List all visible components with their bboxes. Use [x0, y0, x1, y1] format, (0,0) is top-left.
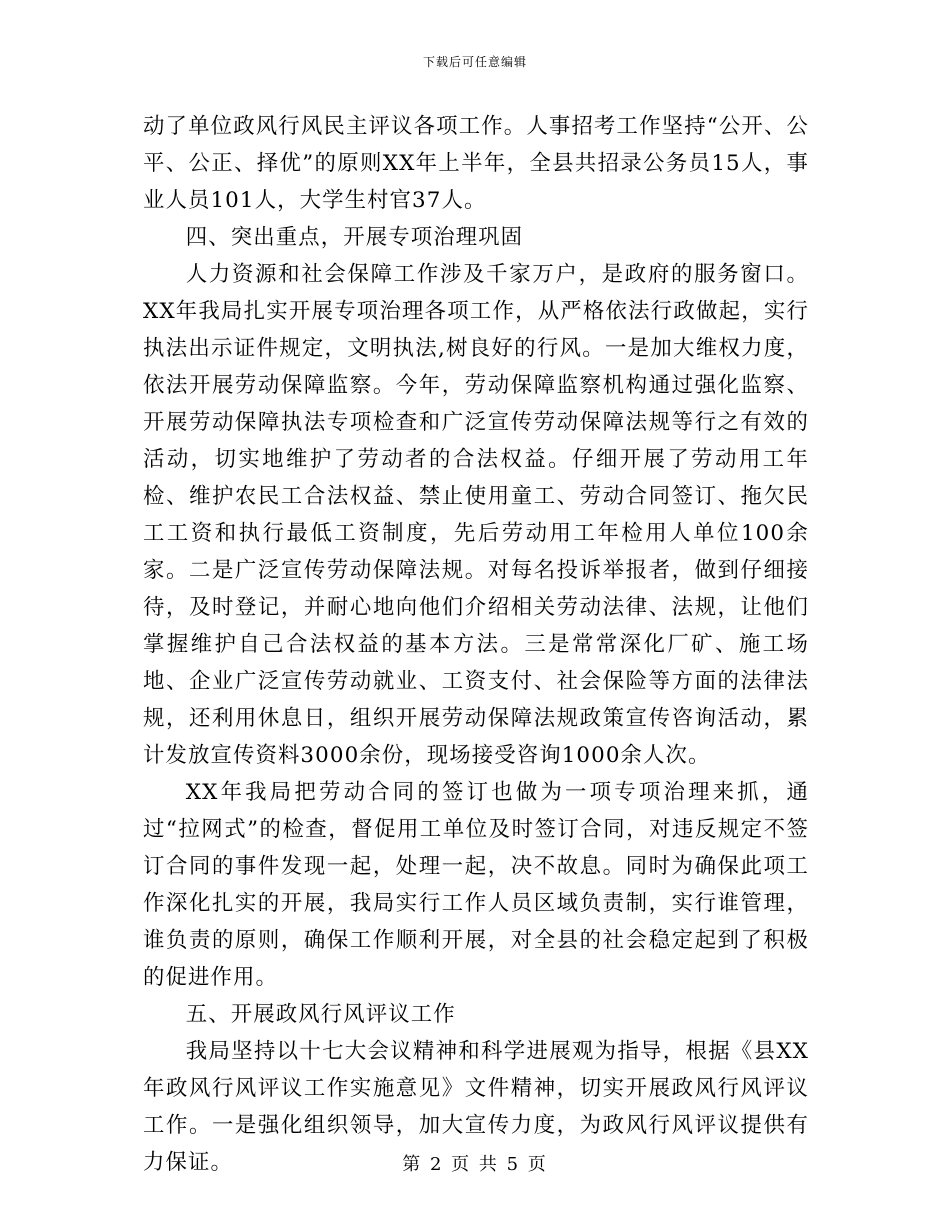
body-paragraph: 人力资源和社会保障工作涉及千家万户，是政府的服务窗口。XX年我局扎实开展专项治理各项工作，从严格依法行政做起，实行执法出示证件规定，文明执法,树良好的行风。一是加大维权力度，依法开展劳动保障监察。今年，劳动保障监察机构通过强化监察、开展劳动保障执法专项检查和广泛宣传劳动保障法规等行之有效的活动，切实地维护了劳动者的合法权益。仔细开展了劳动用工年检、维护农民工合法权益、禁止使用童工、劳动合同签订、拖欠民工工资和执行最低工资制度，先后劳动用工年检用人单位100余家。二是广泛宣传劳动保障法规。对每名投诉举报者，做到仔细接待，及时登记，并耐心地向他们介绍相关劳动法律、法规，让他们掌握维护自己合法权益的基本方法。三是常常深化厂矿、施工场地、企业广泛宣传劳动就业、工资支付、社会保险等方面的法律法规，还利用休息日，组织开展劳动保障法规政策宣传咨询活动，累计发放宣传资料3000余份，现场接受咨询1000余人次。 [143, 262, 809, 768]
page-number: 第 2 页 共 5 页 [402, 1154, 548, 1175]
body-paragraph-continued: 动了单位政风行风民主评议各项工作。人事招考工作坚持“公开、公平、公正、择优”的原则XX年上半年，全县共招录公务员15人，事业人员101人，大学生村官37人。 [143, 114, 809, 213]
document-body [143, 108, 809, 1181]
body-paragraph: 我局坚持以十七大会议精神和科学进展观为指导，根据《县XX年政风行风评议工作实施意见》文件精神，切实开展政风行风评议工作。一是强化组织领导，加大宣传力度，为政风行风评议提供有力保证。 [143, 1039, 809, 1175]
body-paragraph: XX年我局把劳动合同的签订也做为一项专项治理来抓，通过“拉网式”的检查，督促用工单位及时签订合同，对违反规定不签订合同的事件发现一起，处理一起，决不故息。同时为确保此项工作深化扎实的开展，我局实行工作人员区域负责制，实行谁管理，谁负责的原则，确保工作顺利开展，对全县的社会稳定起到了积极的促进作用。 [143, 780, 809, 990]
page-header: 下载后可任意编辑 [422, 55, 527, 69]
section-heading-4: 四、突出重点，开展专项治理巩固 [185, 225, 524, 250]
section-heading-5: 五、开展政风行风评议工作 [185, 1002, 456, 1027]
